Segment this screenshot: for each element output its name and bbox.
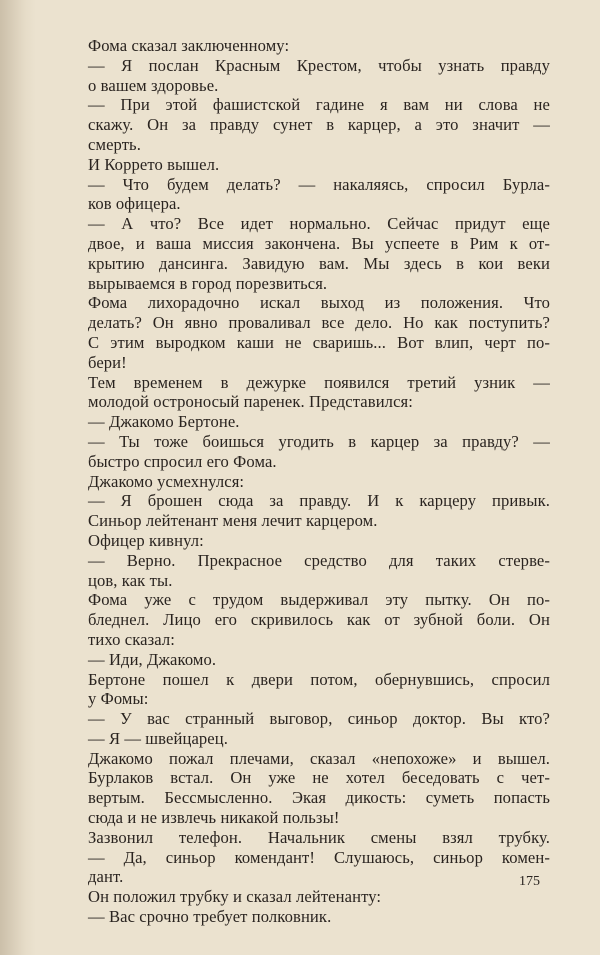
text-line: цов, как ты. (88, 570, 173, 590)
text-line: — Иди, Джакомо. (88, 649, 217, 669)
text-line: — А что? Все идет нормально. Сейчас придут еще (88, 214, 550, 234)
text-line: вырываемся в город порезвиться. (88, 273, 328, 293)
text-line: Синьор лейтенант меня лечит карцером. (88, 511, 378, 531)
text-line: — При этой фашистской гадине я вам ни слова не (88, 95, 550, 115)
text-line: — У вас странный выговор, синьор доктор. Вы кто? (88, 709, 550, 729)
text-line: делать? Он явно проваливал все дело. Но как поступить? (88, 313, 550, 333)
text-line: Офицер кивнул: (88, 530, 204, 550)
text-line: ков офицера. (88, 194, 181, 214)
text-line: Он положил трубку и сказал лейтенанту: (88, 887, 382, 907)
text-line: — Да, синьор комендант! Слушаюсь, синьор комен- (88, 847, 550, 867)
text-line: — Я — швейцарец. (88, 728, 228, 748)
text-line: у Фомы: (88, 689, 149, 709)
text-line: быстро спросил его Фома. (88, 451, 277, 471)
page-gutter-shadow (0, 0, 36, 955)
text-line: тихо сказал: (88, 629, 175, 649)
text-line: — Что будем делать? — накаляясь, спросил Бурла- (88, 174, 550, 194)
text-line: сюда и не извлечь никакой пользы! (88, 808, 340, 828)
text-line: Фома лихорадочно искал выход из положения. Что (88, 293, 550, 313)
text-line: Тем временем в дежурке появился третий узник — (88, 372, 550, 392)
text-line: С этим выродком каши не сваришь... Вот влип, черт по- (88, 332, 550, 352)
text-line: скажу. Он за правду сунет в карцер, а это значит — (88, 115, 550, 135)
text-line: — Верно. Прекрасное средство для таких стерве- (88, 550, 550, 570)
text-line: — Я послан Красным Крестом, чтобы узнать правду (88, 55, 550, 75)
text-line: Бурлаков встал. Он уже не хотел беседовать с чет- (88, 768, 550, 788)
text-line: — Ты тоже боишься угодить в карцер за правду? — (88, 431, 550, 451)
text-line: бери! (88, 352, 127, 372)
text-line: смерть. (88, 134, 141, 154)
text-line: Джакомо усмехнулся: (88, 471, 245, 491)
text-line: о вашем здоровье. (88, 75, 219, 95)
text-line: — Вас срочно требует полковник. (88, 907, 332, 927)
text-line: Фома сказал заключенному: (88, 36, 290, 55)
text-line: вертым. Бессмысленно. Экая дикость: суметь попасть (88, 788, 550, 808)
text-line: — Я брошен сюда за правду. И к карцеру привык. (88, 491, 550, 511)
text-line: И Коррето вышел. (88, 154, 220, 174)
page-number: 175 (519, 874, 540, 889)
text-line: дант. (88, 867, 124, 887)
text-line: Зазвонил телефон. Начальник смены взял трубку. (88, 827, 550, 847)
text-line: молодой остроносый паренек. Представился: (88, 392, 413, 412)
text-line: крытию дансинга. Завидую вам. Мы здесь в кои веки (88, 253, 550, 273)
text-line: Джакомо пожал плечами, сказал «непохоже» и вышел. (88, 748, 550, 768)
text-line: Фома уже с трудом выдерживал эту пытку. Он по- (88, 590, 550, 610)
text-line: бледнел. Лицо его скривилось как от зубной боли. Он (88, 610, 550, 630)
page-text (88, 36, 550, 927)
text-line: двое, и ваша миссия закончена. Вы успеете в Рим к от- (88, 233, 550, 253)
text-line: Бертоне пошел к двери потом, обернувшись, спросил (88, 669, 550, 689)
text-line: — Джакомо Бертоне. (88, 412, 240, 432)
